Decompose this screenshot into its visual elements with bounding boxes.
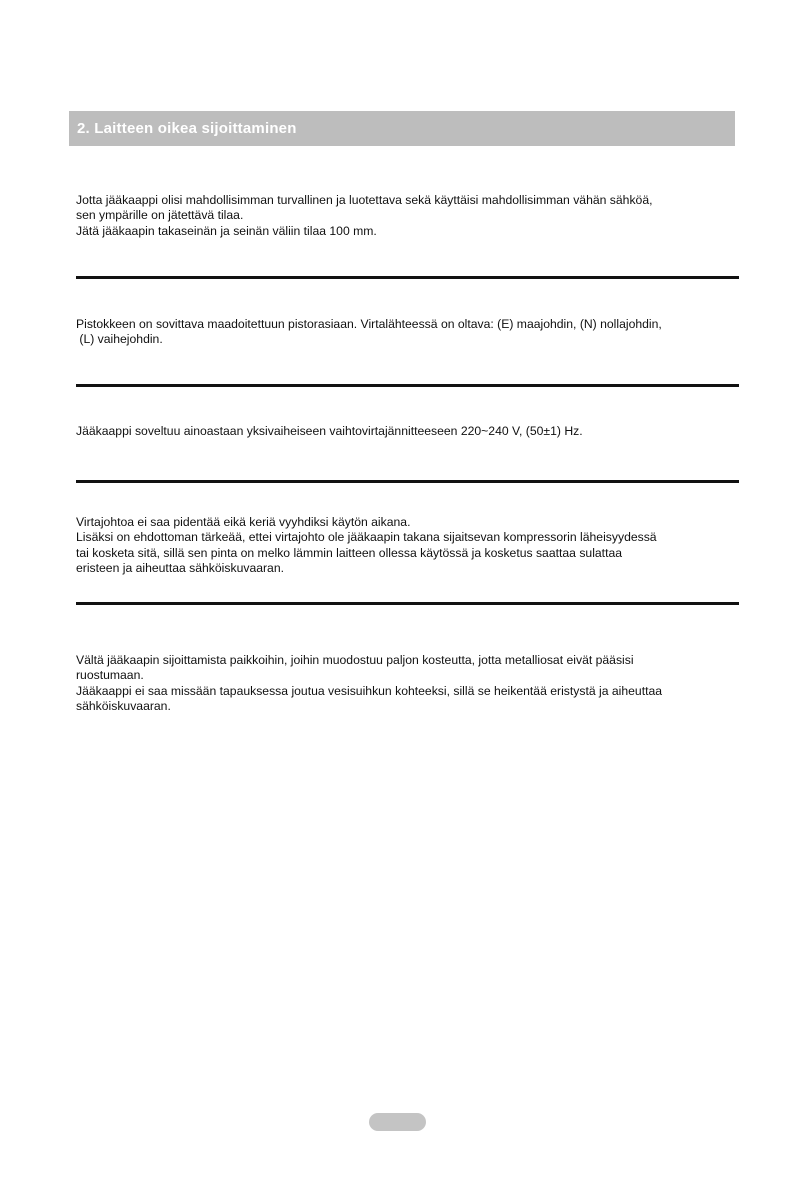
text-line: Jääkaappi ei saa missään tapauksessa joutua vesisuihkun kohteeksi, sillä se heikentää eristystä ja aiheuttaa — [76, 683, 663, 698]
text-line: Lisäksi on ehdottoman tärkeää, ettei virtajohto ole jääkaapin takana sijaitsevan kompressorin läheisyydessä — [76, 530, 657, 545]
section-title: 2. Laitteen oikea sijoittaminen — [77, 120, 297, 137]
divider-rule — [76, 480, 739, 483]
text-line: tai kosketa sitä, sillä sen pinta on melko lämmin laitteen ollessa käytössä ja kosketus saattaa sulattaa — [76, 545, 623, 560]
divider-rule — [76, 384, 739, 387]
divider-rule — [76, 276, 739, 279]
text-line: Virtajohtoa ei saa pidentää eikä keriä vyyhdiksi käytön aikana. — [76, 515, 411, 529]
text-line: Jätä jääkaapin takaseinän ja seinän väliin tilaa 100 mm. — [76, 223, 377, 238]
text-line: Vältä jääkaapin sijoittamista paikkoihin, joihin muodostuu paljon kosteutta, jotta metalliosat eivät pääsisi — [76, 653, 634, 667]
text-line: Jääkaappi soveltuu ainoastaan yksivaiheiseen vaihtovirtajännitteeseen 220~240 V, (50±1) Hz. — [76, 424, 583, 438]
page-number-pill — [369, 1113, 426, 1131]
paragraph-moisture — [76, 653, 736, 714]
text-line: Pistokkeen on sovittava maadoitettuun pistorasiaan. Virtalähteessä on oltava: (E) maajohdin, (N) nollajohdin, — [76, 317, 662, 331]
text-line: eristeen ja aiheuttaa sähköiskuvaaran. — [76, 560, 284, 575]
text-line: (L) vaihejohdin. — [76, 332, 163, 347]
divider-rule — [76, 602, 739, 605]
paragraph-clearance — [76, 193, 736, 239]
paragraph-power-cord — [76, 515, 736, 576]
text-line: sen ympärille on jätettävä tilaa. — [76, 208, 244, 223]
text-line: ruostumaan. — [76, 668, 144, 683]
section-header — [69, 111, 735, 146]
text-line: sähköiskuvaaran. — [76, 698, 171, 713]
text-line: Jotta jääkaappi olisi mahdollisimman turvallinen ja luotettava sekä käyttäisi mahdollisimman vähän sähköä, — [76, 193, 653, 207]
paragraph-grounding — [76, 317, 736, 348]
paragraph-voltage — [76, 424, 736, 439]
